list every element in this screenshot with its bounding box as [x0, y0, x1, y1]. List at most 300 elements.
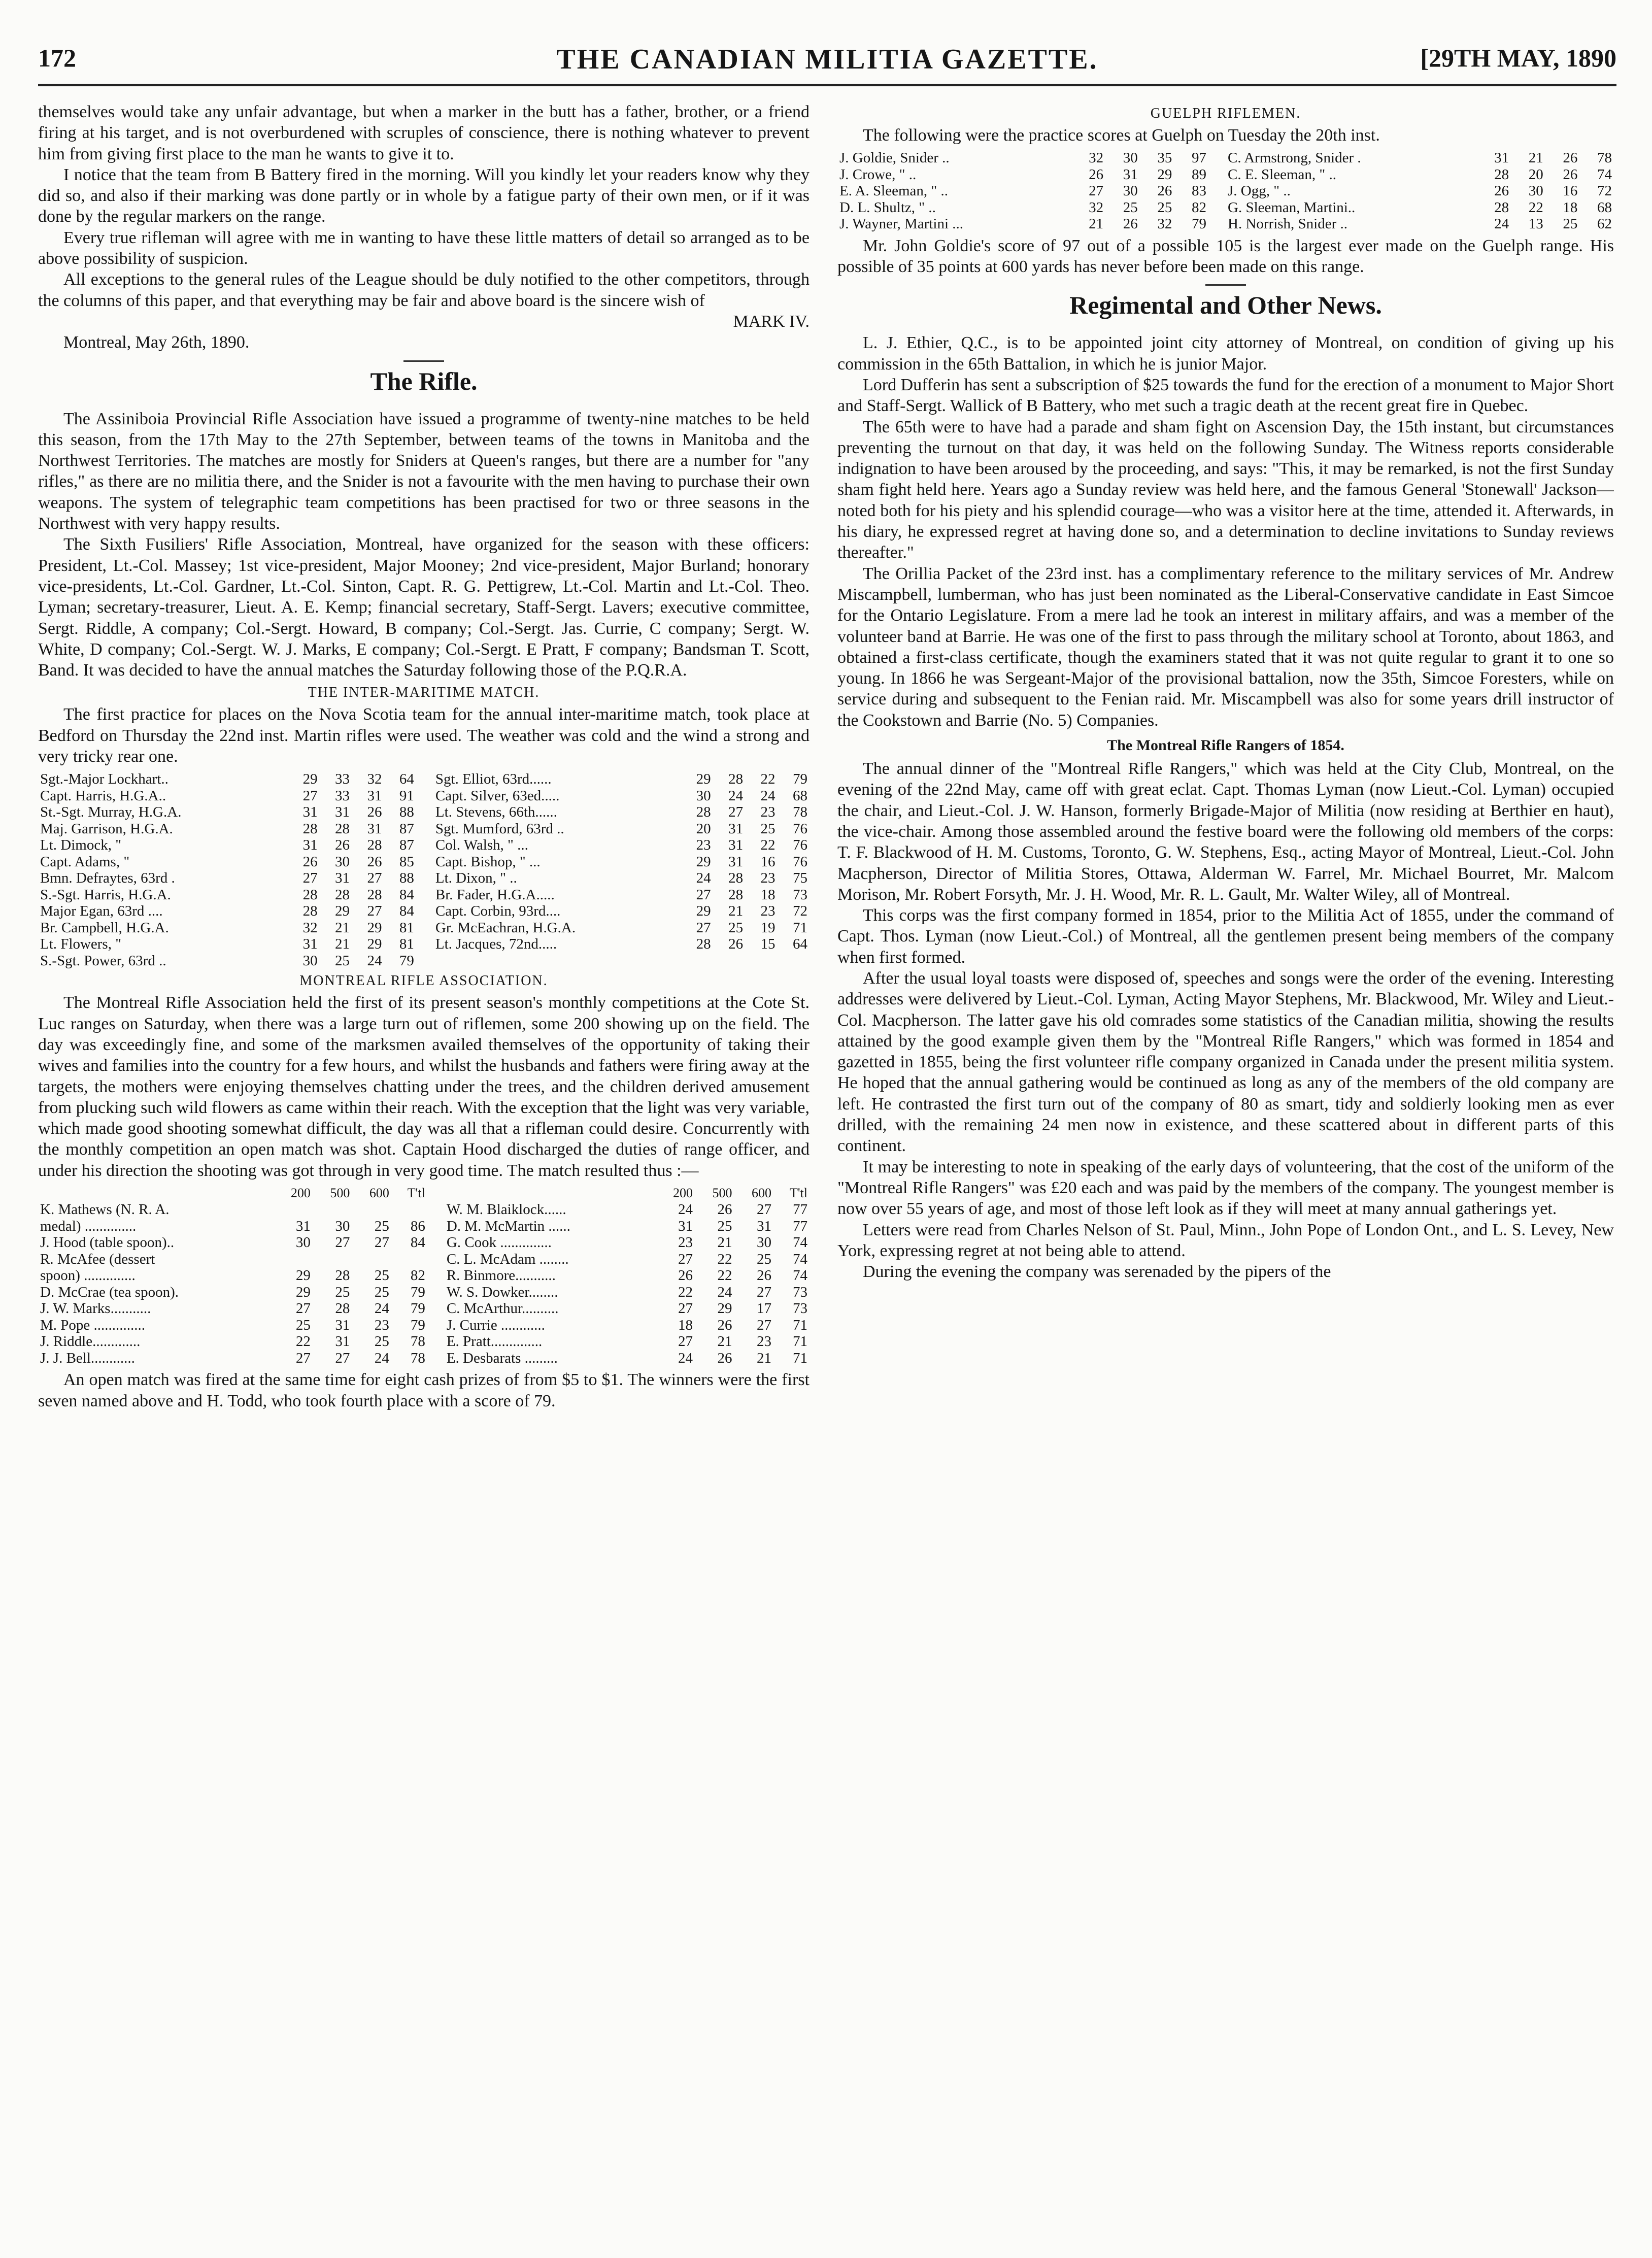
score-cell: 81: [399, 936, 414, 953]
score-cell: 19: [760, 919, 776, 936]
score-cell: 26: [367, 853, 382, 870]
score-cell: 24: [374, 1350, 389, 1366]
guelph-heading: GUELPH RIFLEMEN.: [1150, 106, 1301, 121]
competitor-name: C. Armstrong, Snider .: [1228, 150, 1361, 166]
score-row: [38, 887, 810, 903]
column-gap: [427, 1218, 445, 1235]
score-cell: 30: [335, 1218, 350, 1234]
range-header: 200: [290, 1185, 311, 1200]
score-cell: 71: [793, 1350, 807, 1366]
score-cell: 20: [1528, 166, 1543, 183]
score-cell: 71: [793, 1317, 807, 1333]
news-paragraph: The 65th were to have had a parade and sham fight on Ascension Day, the 15th instant, but circumstances preventing the turnout on that day, it was held on the following Sunday. The Witness reports considerable indignation to have been aroused by the proceeding, and says: "This, it may be remarked, is not the first Sunday sham fight held here. Years ago a Sunday review was held here, and the famous General 'Stonewall' Jackson—noted both for his piety and his splendid courage—who was a visitor here at the time, attended it. Afterwards, in his diary, he expressed regret at having done so, and a determination to decline invitations to Sunday reviews thereafter.": [837, 417, 1614, 562]
competitor-name: Lt. Jacques, 72nd.....: [435, 936, 557, 953]
score-cell: 62: [1597, 216, 1612, 232]
competitor-name: K. Mathews (N. R. A.: [40, 1201, 170, 1218]
score-cell: 78: [1597, 150, 1612, 166]
score-cell: 64: [793, 936, 807, 953]
score-row: [38, 1300, 810, 1317]
competitor-name: J. Crowe, " ..: [839, 166, 917, 183]
score-cell: 30: [696, 787, 711, 804]
score-cell: 22: [760, 837, 776, 854]
score-cell: 79: [410, 1284, 425, 1300]
score-cell: 30: [335, 853, 350, 870]
masthead-title: THE CANADIAN MILITIA GAZETTE.: [556, 44, 1098, 75]
score-cell: 25: [1157, 199, 1172, 216]
score-cell: 28: [335, 886, 350, 903]
range-header: 200: [673, 1185, 693, 1200]
score-cell: 28: [696, 804, 711, 821]
score-cell: 30: [295, 1234, 311, 1251]
score-cell: 27: [335, 1234, 350, 1251]
score-cell: 33: [335, 787, 350, 804]
score-cell: 27: [678, 1300, 693, 1317]
score-cell: 26: [1089, 166, 1104, 183]
score-cell: [273, 1201, 313, 1218]
competitor-name: [433, 953, 681, 969]
competitor-name: J. Goldie, Snider ..: [839, 150, 950, 166]
column-gap: [416, 771, 433, 788]
score-cell: 24: [367, 952, 382, 969]
score-row: [38, 953, 810, 969]
score-cell: 23: [757, 1333, 771, 1350]
news-paragraph: L. J. Ethier, Q.C., is to be appointed joint city attorney of Montreal, on condition of giving up his commission in the 65th Battalion, in which he is junior Major.: [837, 333, 1614, 374]
montreal-heading: MONTREAL RIFLE ASSOCIATION.: [299, 973, 548, 989]
score-cell: 76: [793, 853, 807, 870]
score-cell: [273, 1251, 313, 1268]
score-cell: 31: [335, 1317, 350, 1333]
open-match-paragraph: An open match was fired at the same time for eight cash prizes of from $5 to $1. The winners were the first seven named above and H. Todd, who took fourth place with a score of 79.: [38, 1370, 810, 1410]
rangers-paragraph: This corps was the first company formed in 1854, prior to the Militia Act of 1855, under the command of Capt. Thos. Lyman (now Lieut.-Col.) of Montreal, all the gentlemen present being members of the company when first formed.: [837, 906, 1614, 967]
score-cell: 73: [793, 1300, 807, 1317]
score-cell: 25: [1563, 216, 1578, 232]
score-cell: 74: [1597, 166, 1612, 183]
score-cell: 28: [696, 936, 711, 953]
score-cell: 31: [728, 837, 744, 854]
score-cell: 25: [374, 1267, 389, 1284]
score-cell: 29: [302, 771, 318, 788]
competitor-name: D. L. Shultz, " ..: [839, 199, 936, 216]
score-cell: 29: [335, 903, 350, 920]
score-cell: [745, 953, 777, 969]
column-gap: [416, 837, 433, 854]
competitor-name: St.-Sgt. Murray, H.G.A.: [40, 804, 182, 821]
column-gap: [416, 903, 433, 920]
competitor-name: J. J. Bell............: [40, 1350, 135, 1366]
score-cell: 85: [399, 853, 414, 870]
letter-paragraph: All exceptions to the general rules of the League should be duly notified to the other competitors, through the columns of this paper, and that everything may be fair and above board is the sincere wish of: [38, 270, 810, 310]
score-cell: 28: [367, 886, 382, 903]
score-cell: 25: [757, 1251, 771, 1267]
score-cell: 28: [367, 837, 382, 854]
score-cell: 18: [1563, 199, 1578, 216]
score-cell: 31: [302, 936, 318, 953]
competitor-name: H. Norrish, Snider ..: [1228, 216, 1348, 232]
score-cell: 29: [295, 1284, 311, 1300]
column-gap: [427, 1350, 445, 1367]
rangers-paragraph: It may be interesting to note in speaking of the early days of volunteering, that the cost of the uniform of the "Montreal Rifle Rangers" was £20 each and was paid by the members of the company. The youngest member is now over 55 years of age, and most of those left look as if they will meet at many annual gatherings yet.: [837, 1157, 1614, 1219]
score-cell: 87: [399, 820, 414, 837]
news-paragraph: The Orillia Packet of the 23rd inst. has a complimentary reference to the military services of Mr. Andrew Miscampbell, lumberman, who has just been nominated as the Liberal-Conservative candidate in East Simcoe for the Ontario Legislature. From a mere lad he took an interest in military affairs, and was a member of the volunteer band at Barrie. He was one of the first to pass through the military school at Toronto, about 1863, and obtained a first-class certificate, though the examiners stated that it was not quite regular to grant it to one so young. In 1866 he was Sergeant-Major of the provisional battalion, now the 35th, Simcoe Foresters, while on service during and subsequent to the Fenian raid. Mr. Miscampbell was also for some years drill instructor of the Cookstown and Barrie (No. 5) Companies.: [837, 564, 1614, 730]
column-gap: [427, 1234, 445, 1251]
score-row: [38, 920, 810, 936]
score-cell: 27: [302, 787, 318, 804]
competitor-name: C. McArthur..........: [446, 1300, 559, 1317]
page-number: 172: [38, 44, 76, 72]
score-row: [38, 1267, 810, 1284]
section-divider: [1205, 284, 1246, 286]
column-gap: [427, 1185, 445, 1202]
score-cell: 24: [728, 787, 744, 804]
score-cell: 21: [335, 936, 350, 953]
intermaritime-paragraph: The first practice for places on the Nova Scotia team for the annual inter-maritime match, took place at Bedford on Thursday the 22nd inst. Martin rifles were used. The weather was cold and the wind a strong and very tricky rear one.: [38, 705, 810, 766]
score-row: [38, 1218, 810, 1235]
score-cell: 26: [678, 1267, 693, 1284]
score-cell: 31: [678, 1218, 693, 1234]
competitor-name: W. M. Blaiklock......: [446, 1201, 566, 1218]
score-cell: 23: [760, 903, 776, 920]
score-cell: 28: [335, 1300, 350, 1317]
score-row: [837, 216, 1614, 232]
score-row: [38, 854, 810, 870]
competitor-name: D. McCrae (tea spoon).: [40, 1284, 179, 1300]
score-cell: 79: [399, 952, 414, 969]
column-gap: [416, 788, 433, 804]
competitor-name: Lt. Dimock, ": [40, 837, 122, 854]
score-cell: 78: [410, 1350, 425, 1366]
score-row: [837, 150, 1614, 166]
score-cell: 24: [717, 1284, 732, 1300]
score-cell: 23: [696, 837, 711, 854]
score-cell: 22: [760, 771, 776, 788]
column-gap: [427, 1300, 445, 1317]
column-gap: [427, 1284, 445, 1301]
score-cell: 26: [302, 853, 318, 870]
score-cell: 75: [793, 870, 807, 887]
score-cell: 26: [367, 804, 382, 821]
score-row: [38, 821, 810, 837]
score-row: [837, 199, 1614, 216]
rifle-paragraph: The Sixth Fusiliers' Rifle Association, Montreal, have organized for the season with these officers: President, Lt.-Col. Massey; 1st vice-president, Major Mooney; 2nd vice-president, Major Burland; honorary vice-presidents, Lt.-Col. Gardner, Lt.-Col. Sinton, Capt. R. G. Pettigrew, Lt.-Col. Martin and Lt.-Col. Theo. Lyman; secretary-treasurer, Lieut. A. E. Kemp; financial secretary, Staff-Sergt. Lavers; executive committee, Sergt. Riddle, A company; Col.-Sergt. Howard, B company; Col.-Sergt. Jas. Currie, C company; Sergt. W. White, D company; Col.-Sergt. W. J. Marks, E company; Col.-Sergt. E Pratt, F company; Bandsman T. Scott, Band. It was decided to have the annual matches the Saturday following those of the P.Q.R.A.: [38, 535, 810, 680]
score-cell: 28: [302, 886, 318, 903]
score-row: [38, 837, 810, 854]
score-cell: 25: [728, 919, 744, 936]
score-cell: 13: [1528, 216, 1543, 232]
score-cell: 33: [335, 771, 350, 788]
score-cell: 27: [728, 804, 744, 821]
score-cell: 22: [678, 1284, 693, 1300]
score-cell: [391, 1251, 427, 1268]
score-row: [38, 1251, 810, 1268]
score-cell: [391, 1201, 427, 1218]
score-cell: 97: [1192, 150, 1206, 166]
score-cell: 21: [728, 903, 744, 920]
range-header: 500: [712, 1185, 732, 1200]
score-cell: 25: [374, 1218, 389, 1234]
score-cell: 27: [295, 1350, 311, 1366]
score-cell: 27: [757, 1201, 771, 1218]
news-heading: Regimental and Other News.: [1069, 291, 1382, 320]
competitor-name: medal) ..............: [40, 1218, 137, 1234]
score-cell: 31: [1494, 150, 1509, 166]
score-cell: 30: [1123, 183, 1138, 199]
score-cell: 25: [374, 1284, 389, 1300]
competitor-name: S.-Sgt. Power, 63rd ..: [40, 952, 166, 969]
score-cell: 77: [793, 1201, 807, 1218]
competitor-name: Maj. Garrison, H.G.A.: [40, 820, 173, 837]
score-cell: 35: [1157, 150, 1172, 166]
competitor-name: Major Egan, 63rd ....: [40, 903, 163, 920]
score-cell: 25: [760, 820, 776, 837]
competitor-name: C. L. McAdam ........: [446, 1251, 569, 1267]
score-cell: 83: [1192, 183, 1206, 199]
rangers-paragraph: The annual dinner of the "Montreal Rifle Rangers," which was held at the City Club, Montreal, on the evening of the 22nd May, came off with great eclat. Capt. Thomas Lyman (now Lieut.-Col. Lyman) occupied the chair, and Lieut.-Col. J. W. Hanson, formerly Brigade-Major of Militia (now residing at Berthier en haut), the vice-chair. Among those assembled around the festive board were the following old members of the corps: T. F. Blackwood of H. M. Customs, Toronto, G. W. Stephens, Esq., acting Mayor of Montreal, Lieut.-Col. John Macpherson, Director of Militia Stores, Ottawa, Alderman W. Farrel, Mr. Michael Bourret, Mr. Malcom Morison, Mr. Robert Forsyth, Mr. J. H. Wood, Mr. R. L. Gault, Mr. Walter Wiley, all of Montreal.: [837, 759, 1614, 904]
score-cell: 29: [1157, 166, 1172, 183]
score-cell: 31: [302, 804, 318, 821]
rangers-heading: The Montreal Rifle Rangers of 1854.: [1107, 737, 1344, 754]
score-cell: 21: [1528, 150, 1543, 166]
rifle-paragraph: The Assiniboia Provincial Rifle Association have issued a programme of twenty-nine matches to be held this season, from the 17th May to the 27th September, between teams of the towns in Manitoba and the Northwest Territories. The matches are mostly for Sniders at Queen's ranges, but there are a number for "any rifles," as there are no militia there, and the Snider is not a favourite with the men having to purchase their own weapons. The system of telegraphic team competitions has been practised for two or three seasons in the Northwest with very happy results.: [38, 409, 810, 533]
name-header: [38, 1185, 273, 1202]
range-header: T'tl: [789, 1185, 807, 1200]
score-row: [837, 166, 1614, 183]
score-cell: 73: [793, 886, 807, 903]
column-gap: [1208, 199, 1226, 216]
rifle-heading: The Rifle.: [370, 366, 478, 395]
competitor-name: R. McAfee (dessert: [40, 1251, 155, 1267]
score-row: [38, 870, 810, 887]
score-cell: 20: [696, 820, 711, 837]
rangers-paragraph: After the usual loyal toasts were disposed of, speeches and songs were the order of the evening. Interesting addresses were delivered by Lieut.-Col. Lyman, Acting Mayor Stephens, Mr. Blackwood, Mr. Wiley and Lieut.-Col. Macpherson. The latter gave his old comrades some statistics of the Canadian militia, showing the results attained by the good example given them by the "Montreal Rifle Rangers," which was formed in 1854 and gazetted in 1855, being the first volunteer rifle company organized in Canada under the present militia system. He hoped that the annual gathering would be continued as long as any of the members of the old company are left. He contrasted the first turn out of the company of 80 as smart, tidy and soldierly looking men as ever drilled, with the remaining 24 men now in existence, and these scattered about in different parts of this continent.: [837, 969, 1614, 1156]
score-cell: 81: [399, 919, 414, 936]
column-gap: [1208, 216, 1226, 232]
right-column: [837, 102, 1614, 2222]
score-row: [38, 1201, 810, 1218]
score-cell: 26: [1123, 216, 1138, 232]
score-cell: 32: [1157, 216, 1172, 232]
score-cell: 31: [728, 820, 744, 837]
score-cell: 28: [1494, 166, 1509, 183]
score-cell: 84: [410, 1234, 425, 1251]
range-header: T'tl: [407, 1185, 425, 1200]
page-header: [38, 43, 1616, 86]
score-cell: 29: [295, 1267, 311, 1284]
score-cell: 27: [696, 886, 711, 903]
guelph-score-table: [837, 150, 1614, 232]
score-cell: 30: [302, 952, 318, 969]
competitor-name: Capt. Corbin, 93rd....: [435, 903, 561, 920]
rangers-paragraph: During the evening the company was serenaded by the pipers of the: [863, 1262, 1331, 1282]
score-cell: 18: [678, 1317, 693, 1333]
letter-paragraph: Every true rifleman will agree with me in wanting to have these little matters of detail so arranged as to be above possibility of suspicion.: [38, 228, 810, 268]
column-gap: [416, 887, 433, 903]
competitor-name: J. W. Marks...........: [40, 1300, 151, 1317]
column-gap: [427, 1201, 445, 1218]
score-cell: 28: [302, 903, 318, 920]
letter-signature: MARK IV.: [733, 312, 810, 331]
score-cell: 24: [1494, 216, 1509, 232]
letter-paragraph: themselves would take any unfair advantage, but when a marker in the butt has a father, brother, or a friend firing at his target, and is not overburdened with scruples of conscience, there is nothing whatever to prevent him from giving first place to the man he wants to give it to.: [38, 103, 810, 163]
score-cell: 23: [760, 804, 776, 821]
score-cell: 17: [757, 1300, 771, 1317]
competitor-name: Br. Campbell, H.G.A.: [40, 919, 169, 936]
letter-dateline: Montreal, May 26th, 1890.: [63, 333, 250, 352]
score-row: [38, 1234, 810, 1251]
score-cell: 79: [1192, 216, 1206, 232]
score-cell: 21: [717, 1333, 732, 1350]
score-cell: 32: [1089, 199, 1104, 216]
column-gap: [427, 1333, 445, 1350]
score-cell: 78: [410, 1333, 425, 1350]
competitor-name: E. Desbarats .........: [446, 1350, 558, 1366]
guelph-note: Mr. John Goldie's score of 97 out of a possible 105 is the largest ever made on the Guelph range. His possible of 35 points at 600 yards has never before been made on this range.: [837, 236, 1614, 277]
score-cell: [352, 1201, 391, 1218]
score-cell: 21: [717, 1234, 732, 1251]
competitor-name: J. Hood (table spoon)..: [40, 1234, 175, 1251]
score-cell: 78: [793, 804, 807, 821]
score-cell: 23: [678, 1234, 693, 1251]
score-cell: 28: [1494, 199, 1509, 216]
score-cell: 26: [717, 1350, 732, 1366]
column-gap: [427, 1317, 445, 1334]
guelph-intro: The following were the practice scores at Guelph on Tuesday the 20th inst.: [863, 126, 1380, 145]
score-cell: 88: [399, 804, 414, 821]
column-gap: [416, 936, 433, 953]
score-cell: 82: [1192, 199, 1206, 216]
score-cell: 31: [335, 804, 350, 821]
column-gap: [416, 870, 433, 887]
score-cell: 24: [678, 1350, 693, 1366]
score-cell: 77: [793, 1218, 807, 1234]
score-row: [38, 804, 810, 821]
score-cell: 21: [757, 1350, 771, 1366]
score-row: [837, 183, 1614, 199]
score-cell: 18: [760, 886, 776, 903]
score-cell: 27: [678, 1333, 693, 1350]
column-gap: [427, 1267, 445, 1284]
score-cell: 73: [793, 1284, 807, 1300]
score-cell: 27: [374, 1234, 389, 1251]
score-cell: 88: [399, 870, 414, 887]
score-cell: [313, 1201, 352, 1218]
score-cell: [313, 1251, 352, 1268]
score-cell: 26: [1563, 150, 1578, 166]
score-cell: 27: [367, 903, 382, 920]
competitor-name: Bmn. Defraytes, 63rd .: [40, 870, 175, 887]
score-cell: 28: [335, 1267, 350, 1284]
score-cell: 31: [335, 870, 350, 887]
news-paragraph: Lord Dufferin has sent a subscription of $25 towards the fund for the erection of a monument to Major Short and Staff-Sergt. Wallick of B Battery, who met such a tragic death at the recent great fire in Quebec.: [837, 375, 1614, 416]
score-cell: 31: [335, 1333, 350, 1350]
score-cell: 24: [760, 787, 776, 804]
score-cell: 79: [793, 771, 807, 788]
score-cell: 27: [1089, 183, 1104, 199]
score-cell: 71: [793, 919, 807, 936]
score-cell: 22: [717, 1267, 732, 1284]
competitor-name: J. Riddle.............: [40, 1333, 141, 1350]
competitor-name: E. Pratt..............: [446, 1333, 543, 1350]
competitor-name: Lt. Flowers, ": [40, 936, 122, 953]
score-row: [38, 788, 810, 804]
score-row: [38, 1350, 810, 1367]
score-cell: 23: [374, 1317, 389, 1333]
competitor-name: Br. Fader, H.G.A.....: [435, 886, 555, 903]
score-cell: 28: [302, 820, 318, 837]
competitor-name: Capt. Adams, ": [40, 853, 130, 870]
score-cell: 27: [295, 1300, 311, 1317]
score-cell: 26: [335, 837, 350, 854]
range-header: 600: [369, 1185, 389, 1200]
competitor-name: S.-Sgt. Harris, H.G.A.: [40, 886, 171, 903]
competitor-name: C. E. Sleeman, " ..: [1228, 166, 1337, 183]
score-row: [38, 1317, 810, 1334]
competitor-name: D. M. McMartin ......: [446, 1218, 570, 1234]
competitor-name: J. Currie ............: [446, 1317, 545, 1333]
score-cell: 30: [1123, 150, 1138, 166]
score-cell: 27: [696, 919, 711, 936]
rangers-paragraph: Letters were read from Charles Nelson of St. Paul, Minn., John Pope of London Ont., and L. S. Levey, New York, expressing regret at not being able to attend.: [837, 1220, 1614, 1260]
montreal-paragraph: The Montreal Rifle Association held the first of its present season's monthly competitions at the Cote St. Luc ranges on Saturday, when there was a large turn out of riflemen, some 200 showing up on the field. The day was exceedingly fine, and some of the marksmen availed themselves of the opportunity of taking their wives and families into the country for a few hours, and whilst the husbands and fathers were firing away at the targets, the mothers were enjoying themselves chatting under the trees, and the children derived amusement from plucking such wild flowers as came within their reach. With the exception that the light was very variable, which made good shooting somewhat difficult, the day was all that a rifleman could desire. Concurrently with the monthly competition an open match was shot. Captain Hood discharged the duties of range officer, and under his direction the shooting was got through in very good time. The match resulted thus :—: [38, 993, 810, 1180]
score-cell: 21: [335, 919, 350, 936]
score-cell: 26: [1157, 183, 1172, 199]
competitor-name: J. Ogg, " ..: [1228, 183, 1291, 199]
score-row: [38, 1333, 810, 1350]
intermaritime-score-table: [38, 771, 810, 969]
column-gap: [1208, 150, 1226, 166]
issue-date: [29TH MAY, 1890: [1420, 44, 1616, 72]
score-cell: 30: [1528, 183, 1543, 199]
score-cell: [681, 953, 713, 969]
score-cell: 32: [367, 771, 382, 788]
score-cell: 64: [399, 771, 414, 788]
score-cell: 84: [399, 886, 414, 903]
score-cell: 16: [760, 853, 776, 870]
competitor-name: spoon) ..............: [40, 1267, 136, 1284]
score-cell: 79: [410, 1300, 425, 1317]
score-cell: 28: [728, 870, 744, 887]
competitor-name: Capt. Harris, H.G.A..: [40, 787, 166, 804]
score-cell: 72: [1597, 183, 1612, 199]
score-cell: 68: [793, 787, 807, 804]
competitor-name: Sgt. Mumford, 63rd ..: [435, 820, 564, 837]
competitor-name: G. Sleeman, Martini..: [1228, 199, 1356, 216]
letter-paragraph: I notice that the team from B Battery fired in the morning. Will you kindly let your readers know why they did so, and also if their marking was done partly or in whole by a fatigue party of their own men, or if it was done by the regular markers on the range.: [38, 165, 810, 226]
score-cell: 28: [728, 886, 744, 903]
score-cell: 29: [367, 936, 382, 953]
score-cell: 74: [793, 1267, 807, 1284]
score-cell: 76: [793, 820, 807, 837]
competitor-name: G. Cook ..............: [446, 1234, 552, 1251]
score-cell: 74: [793, 1251, 807, 1267]
score-cell: 26: [1494, 183, 1509, 199]
range-header: 500: [330, 1185, 350, 1200]
competitor-name: J. Wayner, Martini ...: [839, 216, 964, 232]
score-cell: 27: [757, 1317, 771, 1333]
score-cell: 29: [696, 771, 711, 788]
column-gap: [416, 854, 433, 870]
montreal-score-table: [38, 1185, 810, 1367]
competitor-name: Capt. Silver, 63ed.....: [435, 787, 560, 804]
column-gap: [416, 920, 433, 936]
competitor-name: Capt. Bishop, " ...: [435, 853, 541, 870]
score-cell: 27: [757, 1284, 771, 1300]
score-cell: 15: [760, 936, 776, 953]
competitor-name: Lt. Dixon, " ..: [435, 870, 517, 887]
score-cell: 31: [728, 853, 744, 870]
score-row: [38, 936, 810, 953]
score-cell: 89: [1192, 166, 1206, 183]
score-cell: 25: [335, 952, 350, 969]
